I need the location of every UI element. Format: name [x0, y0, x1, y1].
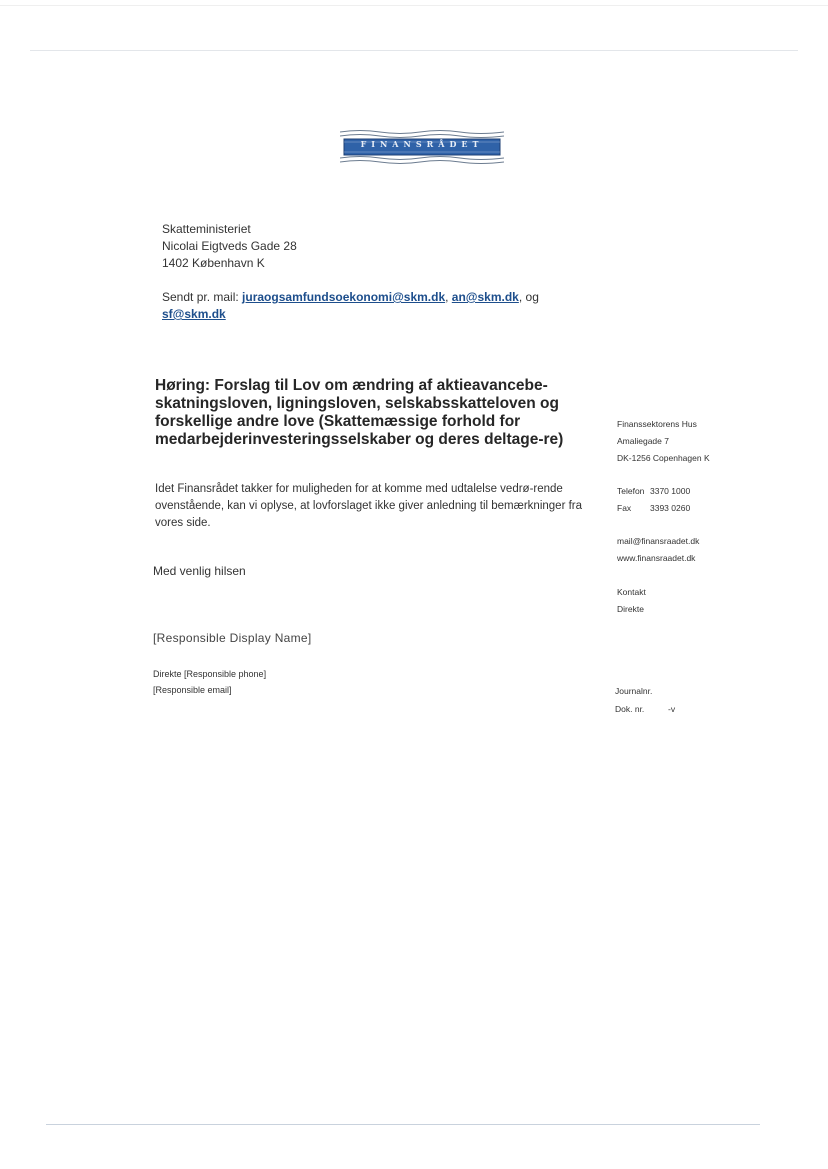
recipient-street: Nicolai Eigtveds Gade 28	[162, 239, 297, 253]
sidebar-phone	[617, 486, 690, 496]
sidebar-web: www.finansraadet.dk	[617, 553, 696, 563]
sent-separator: ,	[445, 290, 452, 304]
sidebar-contact-label: Kontakt	[617, 587, 646, 597]
email-link-jura[interactable]: juraogsamfundsoekonomi@skm.dk	[242, 290, 446, 304]
email-link-sf[interactable]: sf@skm.dk	[162, 307, 226, 321]
sidebar-email: mail@finansraadet.dk	[617, 536, 700, 546]
sidebar-direct-label: Direkte	[617, 604, 644, 614]
letter-body: Idet Finansrådet takker for muligheden for at komme med udtalelse vedrø-rende ovenstående, kan vi oplyse, at lovforslaget ikke giver anledning til bemærkninger fra vores side.	[155, 483, 583, 529]
responsible-contact	[153, 666, 266, 698]
sent-prefix: Sendt pr. mail:	[162, 290, 243, 304]
responsible-phone: Direkte [Responsible phone]	[153, 669, 267, 679]
sidebar-doc	[615, 704, 675, 714]
responsible-email: [Responsible email]	[153, 685, 232, 695]
scan-line-bottom	[46, 1124, 760, 1125]
sidebar-city: DK-1256 Copenhagen K	[617, 453, 710, 463]
sidebar-org: Finanssektorens Hus	[617, 419, 697, 429]
finansraadet-logo	[340, 128, 504, 166]
recipient-address	[162, 221, 297, 272]
scan-edge	[0, 5, 828, 6]
letter-heading: Høring: Forslag til Lov om ændring af aktieavancebe-skatningsloven, ligningsloven, selskabsskatteloven og forskellige andre love (Skattemæssige forhold for medarbejderinvesteringsselskaber og deres deltage-re)	[155, 377, 564, 448]
recipient-name: Skatteministeriet	[162, 222, 251, 236]
logo-text: FINANSRÅDET	[360, 139, 484, 149]
fax-value: 3393 0260	[650, 503, 691, 513]
email-link-an[interactable]: an@skm.dk	[451, 290, 519, 304]
doc-value: -v	[668, 704, 676, 714]
fax-label: Fax	[617, 503, 632, 513]
doc-label: Dok. nr.	[615, 704, 645, 714]
sent-by-mail-line	[162, 289, 562, 323]
sidebar-journal-label: Journalnr.	[615, 686, 653, 696]
responsible-name: [Responsible Display Name]	[153, 631, 312, 645]
sidebar-street: Amaliegade 7	[617, 436, 669, 446]
scan-line-top	[30, 50, 798, 51]
phone-label: Telefon	[617, 486, 645, 496]
closing-greeting: Med venlig hilsen	[153, 564, 246, 578]
recipient-city: 1402 København K	[162, 256, 265, 270]
sent-separator-og: , og	[518, 290, 539, 304]
sidebar-fax	[617, 503, 690, 513]
phone-value: 3370 1000	[650, 486, 691, 496]
